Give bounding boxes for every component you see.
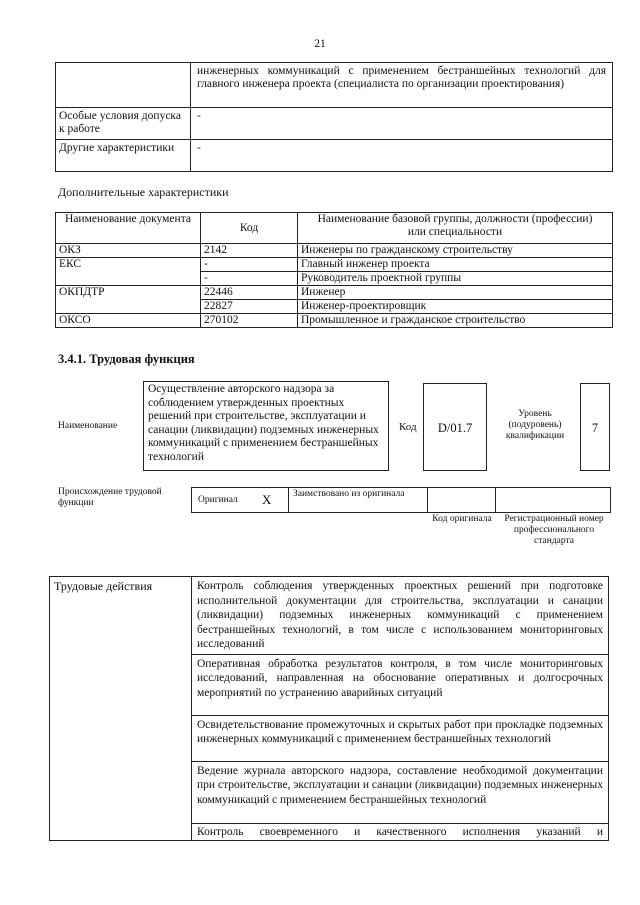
origin-borrowed-cell (288, 487, 428, 513)
original-label: Оригинал (198, 495, 238, 505)
origin-reg-cell (495, 487, 611, 513)
table-row (50, 577, 609, 655)
table-row (56, 314, 613, 328)
cell-name: Главный инженер проекта (298, 258, 613, 272)
row-label: Особые условия допуска к работе (56, 108, 191, 140)
header-code: Код (201, 213, 298, 244)
header-doc: Наименование документа (56, 213, 201, 244)
origin-original-cell (191, 487, 289, 513)
cell-code: 270102 (201, 314, 298, 328)
header-name: Наименование базовой группы, должности (профессии) или специальности (298, 213, 613, 244)
table-cell (56, 63, 191, 108)
level-value: 7 (591, 421, 599, 435)
code-caption: Код оригинала (432, 514, 492, 524)
cell-doc: ОКПДТР (56, 286, 201, 314)
page-number: 21 (314, 38, 326, 50)
function-name-text: Осуществление авторского надзора за соблюдением утвержденных проектных решений при строительстве, эксплуатации и санации (ликвидации) подземных инженерных коммуникаций с применением бестраншейных технологий (148, 383, 379, 463)
action-item: Ведение журнала авторского надзора, составление необходимой документации при строительстве, эксплуатации и санации (ликвидации) подземных инженерных коммуникаций с применением бестраншейных технологий (192, 761, 609, 823)
table-header-row (56, 213, 613, 244)
cell-name: Промышленное и гражданское строительство (298, 314, 613, 328)
additional-table (55, 212, 613, 328)
table-row (56, 258, 613, 272)
name-label: Наименование (58, 421, 118, 431)
cell-name: Инженер (298, 286, 613, 300)
cont-text: инженерных коммуникаций с применением бестраншейных технологий для главного инженера проекта (специалиста по организации проектирования) (191, 63, 613, 108)
cell-name: Инженеры по гражданскому строительству (298, 244, 613, 258)
table-row (56, 286, 613, 300)
action-item: Контроль своевременного и качественного исполнения указаний и (192, 823, 609, 841)
function-name-box (143, 381, 389, 471)
cell-doc: ЕКС (56, 258, 201, 286)
action-item: Оперативная обработка результатов контроля, в том числе мониторинговых исследований, направленная на обоснование оперативных и долгосрочных мероприятий по устранению аварийных ситуаций (192, 654, 609, 715)
table-row (56, 63, 613, 108)
cell-code: 22827 (201, 300, 298, 314)
row-value: - (191, 140, 613, 172)
cell-name: Инженер-проектировщик (298, 300, 613, 314)
top-table (55, 62, 613, 172)
action-item: Освидетельствование промежуточных и скрытых работ при прокладке подземных инженерных коммуникаций с применением бестраншейных технологий (192, 715, 609, 761)
cell-code: 2142 (201, 244, 298, 258)
table-row (56, 244, 613, 258)
function-code-value: D/01.7 (437, 421, 473, 435)
actions-table (49, 576, 609, 841)
row-label: Другие характеристики (56, 140, 191, 172)
original-mark: X (262, 492, 272, 507)
section-heading: 3.4.1. Трудовая функция (58, 352, 195, 366)
row-value: - (191, 108, 613, 140)
borrowed-label: Заимствовано из оригинала (293, 489, 405, 499)
cell-doc: ОКЗ (56, 244, 201, 258)
action-item: Контроль соблюдения утвержденных проектных решений при подготовке исполнительной документации для строительства, эксплуатации и санации (ликвидации) подземных инженерных коммуникаций с применением бестраншейных технологий, в том числе с использованием мониторинговых исследований (192, 577, 609, 655)
reg-caption: Регистрационный номер профессионального стандарта (504, 514, 604, 546)
level-label: Уровень (подуровень) квалификации (505, 409, 565, 441)
code-label: Код (399, 421, 417, 433)
cell-code: 22446 (201, 286, 298, 300)
origin-label: Происхождение трудовой функции (58, 487, 162, 508)
table-row (56, 108, 613, 140)
cell-doc: ОКСО (56, 314, 201, 328)
function-code-box (423, 383, 487, 471)
cell-code: - (201, 272, 298, 286)
table-row (56, 140, 613, 172)
additional-heading: Дополнительные характеристики (58, 185, 229, 199)
origin-code-cell (427, 487, 496, 513)
actions-label: Трудовые действия (50, 577, 192, 841)
level-box (580, 383, 610, 471)
cell-name: Руководитель проектной группы (298, 272, 613, 286)
cell-code: - (201, 258, 298, 272)
